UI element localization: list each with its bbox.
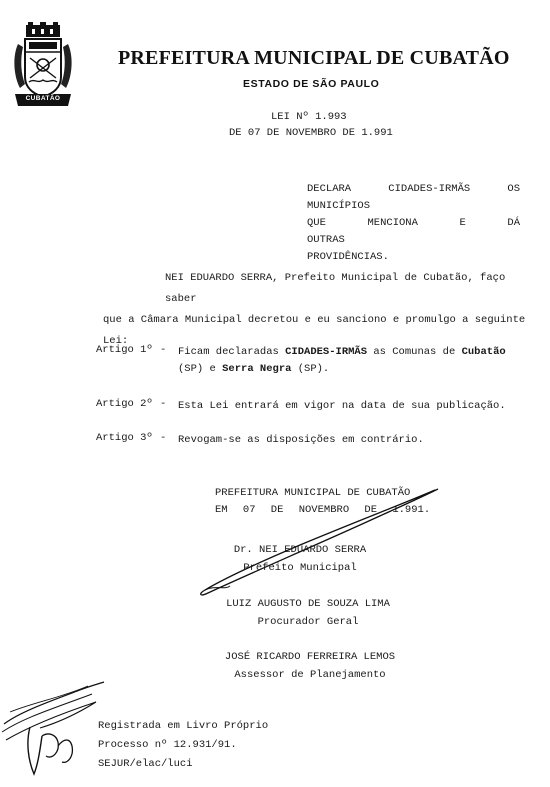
law-date: DE 07 DE NOVEMBRO DE 1.991 bbox=[229, 127, 393, 139]
article-1 bbox=[96, 344, 536, 378]
registry-line: Processo nº 12.931/91. bbox=[98, 739, 237, 751]
article-text: (SP). bbox=[291, 363, 330, 375]
registry-line: SEJUR/elac/luci bbox=[98, 758, 193, 770]
article-label: Artigo 2º bbox=[96, 398, 153, 410]
closing-place: PREFEITURA MUNICIPAL DE CUBATÃO bbox=[215, 487, 411, 499]
article-label: Artigo 1º bbox=[96, 344, 153, 356]
crest-ribbon-text: CUBATÃO bbox=[25, 95, 61, 102]
article-text: (SP) e bbox=[178, 363, 223, 375]
signatory-attorney bbox=[218, 595, 398, 631]
page-subtitle: ESTADO DE SÃO PAULO bbox=[243, 78, 380, 90]
article-dash: - bbox=[160, 398, 167, 410]
article-emphasis: Cubatão bbox=[461, 346, 506, 358]
signatory-name: Dr. NEI EDUARDO SERRA bbox=[233, 544, 367, 556]
article-dash: - bbox=[160, 432, 167, 444]
signatory-role: Assessor de Planejamento bbox=[234, 669, 386, 681]
signatory-name: JOSÉ RICARDO FERREIRA LEMOS bbox=[224, 651, 396, 663]
registry-signature bbox=[0, 672, 110, 782]
closing-date: EM 07 DE NOVEMBRO DE 1.991. bbox=[215, 504, 431, 516]
article-3 bbox=[96, 432, 536, 449]
article-text: Revogam-se as disposições em contrário. bbox=[178, 434, 424, 446]
article-label: Artigo 3º bbox=[96, 432, 153, 444]
article-text: as Comunas de bbox=[367, 346, 462, 358]
registry-line: Registrada em Livro Próprio bbox=[98, 720, 269, 732]
signatory-mayor bbox=[220, 541, 380, 577]
municipal-crest bbox=[12, 22, 74, 110]
article-text: Esta Lei entrará em vigor na data de sua publicação. bbox=[178, 400, 506, 412]
summary-line: DECLARA CIDADES-IRMÃS OS MUNICÍPIOS bbox=[307, 183, 520, 212]
article-emphasis: Serra Negra bbox=[222, 363, 292, 375]
preamble-line: que a Câmara Municipal decretou e eu sanciono e promulgo a seguinte Lei: bbox=[103, 314, 526, 347]
signatory-planning bbox=[215, 648, 405, 684]
summary-line: QUE MENCIONA E DÁ OUTRAS bbox=[307, 217, 520, 246]
article-dash: - bbox=[160, 344, 167, 356]
article-body bbox=[178, 344, 536, 378]
law-summary bbox=[307, 181, 520, 266]
article-text: Ficam declaradas bbox=[178, 346, 286, 358]
signatory-role: Prefeito Municipal bbox=[243, 562, 357, 574]
law-number: LEI Nº 1.993 bbox=[271, 111, 347, 123]
signatory-role: Procurador Geral bbox=[257, 616, 359, 628]
signatory-name: LUIZ AUGUSTO DE SOUZA LIMA bbox=[226, 598, 390, 610]
article-emphasis: CIDADES-IRMÃS bbox=[285, 346, 368, 358]
page-title: PREFEITURA MUNICIPAL DE CUBATÃO bbox=[118, 47, 510, 69]
preamble bbox=[103, 268, 538, 352]
registry-note bbox=[98, 717, 268, 774]
preamble-line: NEI EDUARDO SERRA, Prefeito Municipal de Cubatão, faço saber bbox=[165, 272, 506, 305]
summary-line: PROVIDÊNCIAS. bbox=[307, 251, 389, 263]
article-2 bbox=[96, 398, 536, 415]
